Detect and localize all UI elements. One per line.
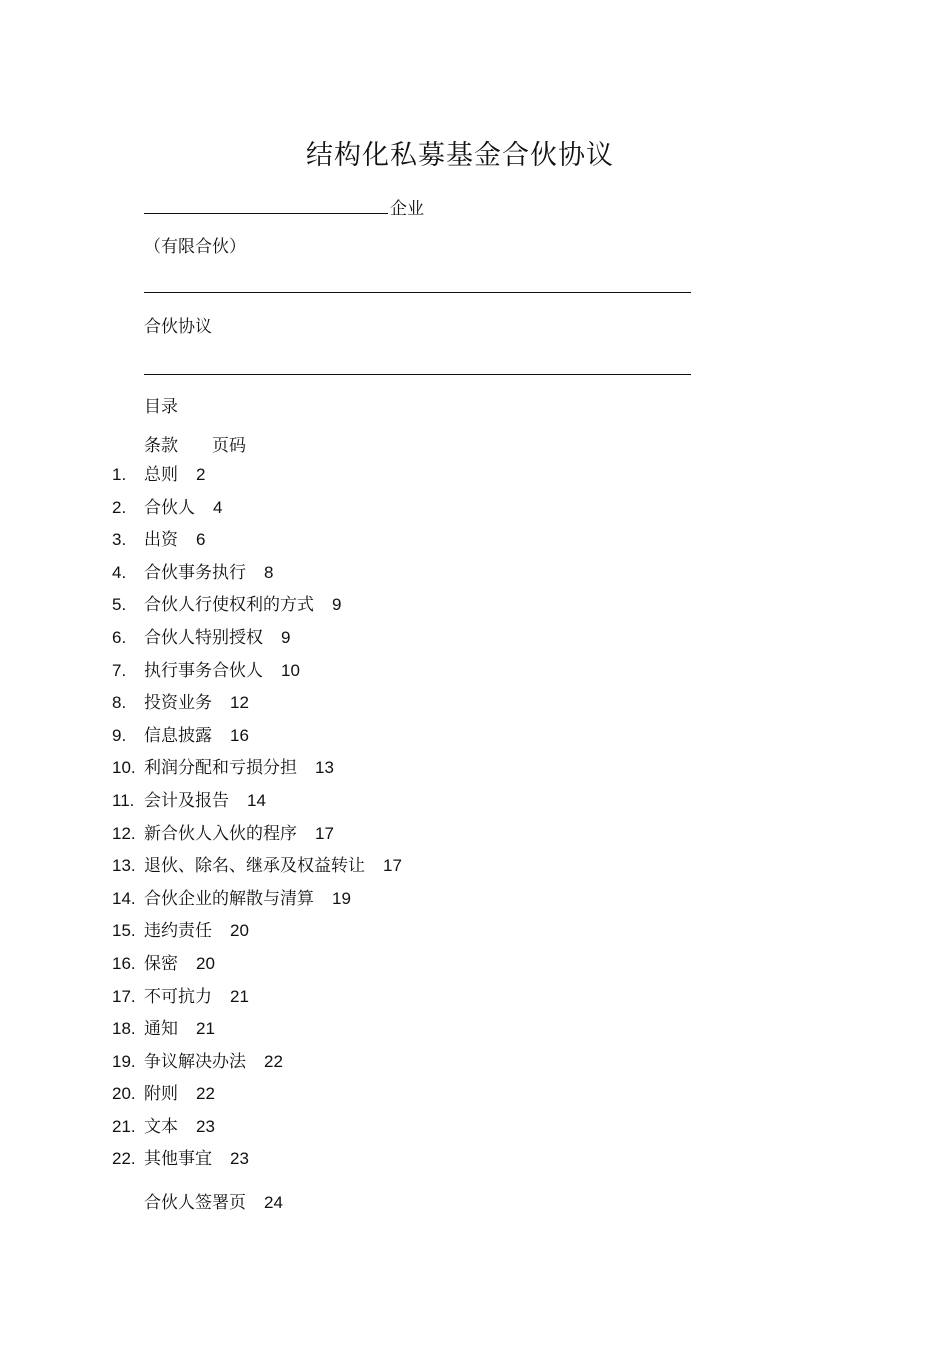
toc-item-title: 争议解决办法 — [144, 1051, 246, 1072]
toc-item-title: 利润分配和亏损分担 — [144, 758, 297, 779]
toc-item-title: 通知 — [144, 1019, 178, 1040]
toc-item — [112, 524, 402, 557]
toc-item-number: 22. — [112, 1149, 136, 1169]
toc-item — [112, 1046, 402, 1079]
separator-rule-2 — [144, 374, 691, 375]
toc-item-page: 22 — [196, 1084, 215, 1104]
toc-item-page: 16 — [230, 725, 249, 745]
toc-item-page: 17 — [383, 856, 402, 876]
toc-item-number: 3. — [112, 530, 127, 550]
toc-item-title: 出资 — [144, 530, 178, 551]
toc-item-page: 4 — [213, 497, 223, 517]
toc-item — [112, 557, 402, 590]
document-title: 结构化私募基金合伙协议 — [306, 140, 614, 171]
toc-item — [112, 492, 402, 525]
toc-item-page: 17 — [315, 823, 334, 843]
toc-item — [112, 687, 402, 720]
toc-item-title: 保密 — [144, 953, 178, 974]
toc-item-number: 9. — [112, 725, 127, 745]
toc-item-page: 9 — [332, 595, 342, 615]
toc-item-page: 20 — [196, 953, 215, 973]
toc-item — [112, 1143, 402, 1176]
toc-item — [112, 589, 402, 622]
toc-item — [112, 785, 402, 818]
toc-item-page: 2 — [196, 465, 206, 484]
toc-item — [112, 981, 402, 1014]
toc-item-number: 7. — [112, 660, 127, 680]
enterprise-suffix: 企业 — [390, 199, 424, 219]
toc-item-number: 8. — [112, 693, 127, 713]
toc-item-page: 9 — [281, 627, 291, 647]
toc-item-title: 合伙事务执行 — [144, 562, 246, 583]
toc-item — [112, 1078, 402, 1111]
toc-item-number: 6. — [112, 627, 127, 647]
toc-item-title: 合伙人 — [144, 497, 195, 518]
toc-item-page: 21 — [230, 986, 249, 1006]
toc-item — [112, 948, 402, 981]
toc-item-number: 20. — [112, 1084, 136, 1104]
toc-item-title: 退伙、除名、继承及权益转让 — [144, 856, 365, 877]
toc-item-number: 12. — [112, 823, 136, 843]
toc-item-number: 19. — [112, 1051, 136, 1071]
toc-item-number: 17. — [112, 986, 136, 1006]
signature-page-title: 合伙人签署页 — [144, 1193, 246, 1213]
agreement-label: 合伙协议 — [144, 317, 212, 337]
toc-item — [112, 459, 402, 492]
toc-item-page: 22 — [264, 1051, 283, 1071]
toc-item-page: 8 — [264, 562, 274, 582]
enterprise-name-blank — [144, 199, 388, 214]
toc-item — [112, 752, 402, 785]
toc-item-number: 15. — [112, 921, 136, 941]
toc-item-number: 21. — [112, 1116, 136, 1136]
toc-item-number: 11. — [112, 790, 135, 810]
toc-item-number: 4. — [112, 562, 127, 582]
toc-item-number: 2. — [112, 497, 127, 517]
toc-item-title: 附则 — [144, 1084, 178, 1105]
toc-item-title: 合伙企业的解散与清算 — [144, 888, 314, 909]
enterprise-name-line — [144, 194, 424, 219]
signature-page-entry — [144, 1188, 283, 1213]
toc-heading: 目录 — [144, 397, 178, 417]
toc-item-page: 10 — [281, 660, 300, 680]
toc-col-page: 页码 — [212, 436, 246, 456]
toc-item-title: 信息披露 — [144, 725, 212, 746]
toc-item-page: 14 — [247, 790, 266, 810]
toc-item-title: 合伙人特别授权 — [144, 627, 263, 648]
toc-item-title: 不可抗力 — [144, 986, 212, 1007]
toc-item — [112, 883, 402, 916]
toc-item-page: 23 — [196, 1116, 215, 1136]
toc-item — [112, 720, 402, 753]
toc-item-title: 投资业务 — [144, 693, 212, 714]
toc-item-title: 文本 — [144, 1116, 178, 1137]
toc-item-page: 20 — [230, 921, 249, 941]
toc-item-page: 19 — [332, 888, 351, 908]
toc-item-number: 13. — [112, 856, 136, 876]
toc-item-page: 13 — [315, 758, 334, 778]
toc-item — [112, 915, 402, 948]
partnership-type: （有限合伙） — [144, 237, 246, 257]
toc-item-number: 1. — [112, 465, 127, 484]
toc-item-number: 14. — [112, 888, 136, 908]
toc-col-clause: 条款 — [144, 436, 178, 456]
toc-item-title: 新合伙人入伙的程序 — [144, 823, 297, 844]
toc-item-title: 总则 — [144, 465, 178, 485]
toc-item-page: 21 — [196, 1019, 215, 1039]
toc-item-title: 执行事务合伙人 — [144, 660, 263, 681]
toc-item-page: 23 — [230, 1149, 249, 1169]
toc-column-header — [144, 431, 246, 456]
toc-item — [112, 622, 402, 655]
signature-page-number: 24 — [264, 1193, 283, 1212]
toc-item — [112, 818, 402, 851]
toc-item-page: 12 — [230, 693, 249, 713]
toc-item-title: 合伙人行使权利的方式 — [144, 595, 314, 616]
toc-item-number: 18. — [112, 1019, 136, 1039]
toc-item-number: 5. — [112, 595, 127, 615]
toc-item — [112, 1111, 402, 1144]
toc-item-title: 其他事宜 — [144, 1149, 212, 1170]
table-of-contents — [112, 459, 402, 1176]
separator-rule-1 — [144, 292, 691, 293]
toc-item — [112, 655, 402, 688]
toc-item-number: 10. — [112, 758, 136, 778]
toc-item-number: 16. — [112, 953, 136, 973]
toc-item-title: 违约责任 — [144, 921, 212, 942]
toc-item-page: 6 — [196, 530, 206, 550]
toc-item — [112, 1013, 402, 1046]
toc-item — [112, 850, 402, 883]
toc-item-title: 会计及报告 — [144, 790, 229, 811]
